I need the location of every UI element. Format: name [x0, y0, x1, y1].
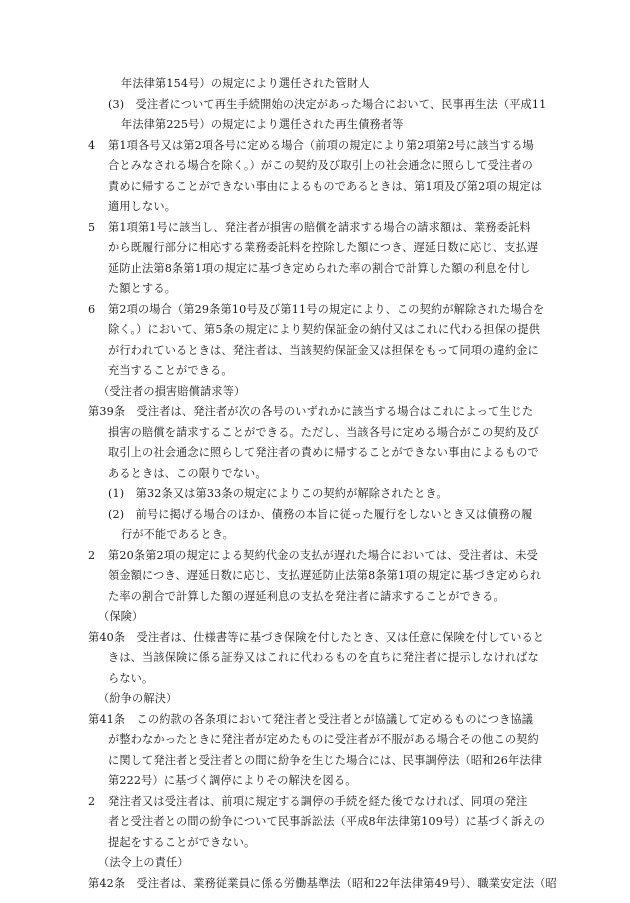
article-41-heading-line: 第41条 この約款の各条項において発注者と受注者とが協議して定めるものにつき協議	[88, 712, 534, 726]
paragraph-number: 2	[88, 548, 96, 562]
text-line: らない。	[108, 671, 154, 685]
article-42-heading-line: 第42条 受注者は、業務従業員に係る労働基準法（昭和22年法律第49号）、職業安定法（昭	[88, 876, 557, 890]
article-39-heading-line: 第39条 受注者は、発注者が次の各号のいずれかに該当する場合はこれによって生じた	[88, 405, 534, 418]
text-line: 行が不能であるとき。	[121, 528, 234, 541]
list-item-1: (1) 第32条又は第33条の規定によりこの契約が解除されたとき。	[108, 487, 448, 500]
text-line: に関して発注者と受注者との間に紛争を生じた場合には、民事調停法（昭和26年法律	[108, 753, 543, 767]
text-line: た率の割合で計算した額の遅延利息の支払を発注者に請求することができる。	[108, 589, 505, 603]
text-line: 合とみなされる場合を除く。）がこの契約及び取引上の社会通念に照らして受注者の	[108, 159, 534, 172]
paragraph-2-line: 2 発注者又は受注者は、前項に規定する調停の手続を経た後でなければ、同項の発注	[88, 792, 550, 813]
paragraph-number: 4	[88, 138, 96, 152]
paragraph-4-line: 4 第1項各号又は第2項各号に定める場合（前項の規定により第2項第2号に該当する場	[88, 136, 550, 157]
text-line: 年法律第154号）の規定により選任された管財人	[121, 77, 370, 90]
paragraph-2-line: 2 第20条第2項の規定による契約代金の支払が遅れた場合においては、受注者は、未受	[88, 546, 550, 567]
document-page	[88, 74, 557, 894]
text-line: 領金額につき、遅延日数に応じ、支払遅延防止法第8条第1項の規定に基づき定められ	[108, 569, 542, 582]
article-40-heading-line: 第40条 受注者は、仕様書等に基づき保険を付したとき、又は任意に保険を付していると	[88, 630, 545, 644]
paragraph-number: 2	[88, 794, 96, 808]
text-line: 責めに帰することができない事由によるものであるときは、第1項及び第2項の規定は	[108, 179, 543, 193]
text-line: 者と受注者との間の紛争について民事訴訟法（平成8年法律第109号）に基づく訴えの	[108, 815, 545, 828]
text-line: きは、当該保険に係る証券又はこれに代わるものを直ちに発注者に提示しなければな	[108, 651, 539, 664]
paragraph-number: 5	[88, 220, 96, 234]
section-caption: （紛争の解決）	[98, 692, 178, 705]
text-line: 延防止法第8条第1項の規定に基づき定められた率の割合で計算した額の利息を付し	[108, 261, 531, 275]
paragraph-number: 6	[88, 302, 96, 316]
list-item-2: (2) 前号に掲げる場合のほか、債務の本旨に従った履行をしないとき又は債務の履	[108, 507, 533, 521]
section-caption: （受注者の損害賠償請求等）	[98, 384, 246, 398]
text-line: た額とする。	[108, 282, 177, 295]
text-line: 適用しない。	[108, 200, 177, 213]
text-line: 充当することができる。	[108, 364, 233, 377]
text-line: 取引上の社会通念に照らして発注者の責めに帰することができない事由によるもので	[108, 446, 539, 459]
paragraph-6-line: 6 第2項の場合（第29条第10号及び第11号の規定により、この契約が解除された場合を	[88, 300, 550, 321]
list-item-3: (3) 受注者について再生手続開始の決定があった場合において、民事再生法（平成11	[108, 97, 547, 111]
paragraph-5-line: 5 第1項第1号に該当し、発注者が損害の賠償を請求する場合の請求額は、業務委託料	[88, 218, 550, 239]
section-caption: （保険）	[98, 610, 144, 623]
text-line: 年法律第225号）の規定により選任された再生債務者等	[121, 118, 404, 131]
text-line: が行われているときは、発注者は、当該契約保証金又は担保をもって同項の違約金に	[108, 343, 539, 357]
section-caption: （法令上の責任）	[98, 856, 189, 869]
text-line: 提起をすることができない。	[108, 835, 256, 849]
text-line: が整わなかったときに発注者が定めたものに受注者が不服がある場合その他この契約	[108, 733, 539, 746]
text-line: 損害の賠償を請求することができる。ただし、当該各号に定める場合がこの契約及び	[108, 425, 539, 439]
text-line: 除く。）において、第5条の規定により契約保証金の納付又はこれに代わる担保の提供	[108, 323, 541, 336]
text-line: から既履行部分に相応する業務委託料を控除した額につき、遅延日数に応じ、支払遅	[108, 241, 539, 254]
text-line: あるときは、この限りでない。	[108, 466, 267, 480]
text-line: 第222号）に基づく調停によりその解決を図る。	[108, 774, 357, 787]
